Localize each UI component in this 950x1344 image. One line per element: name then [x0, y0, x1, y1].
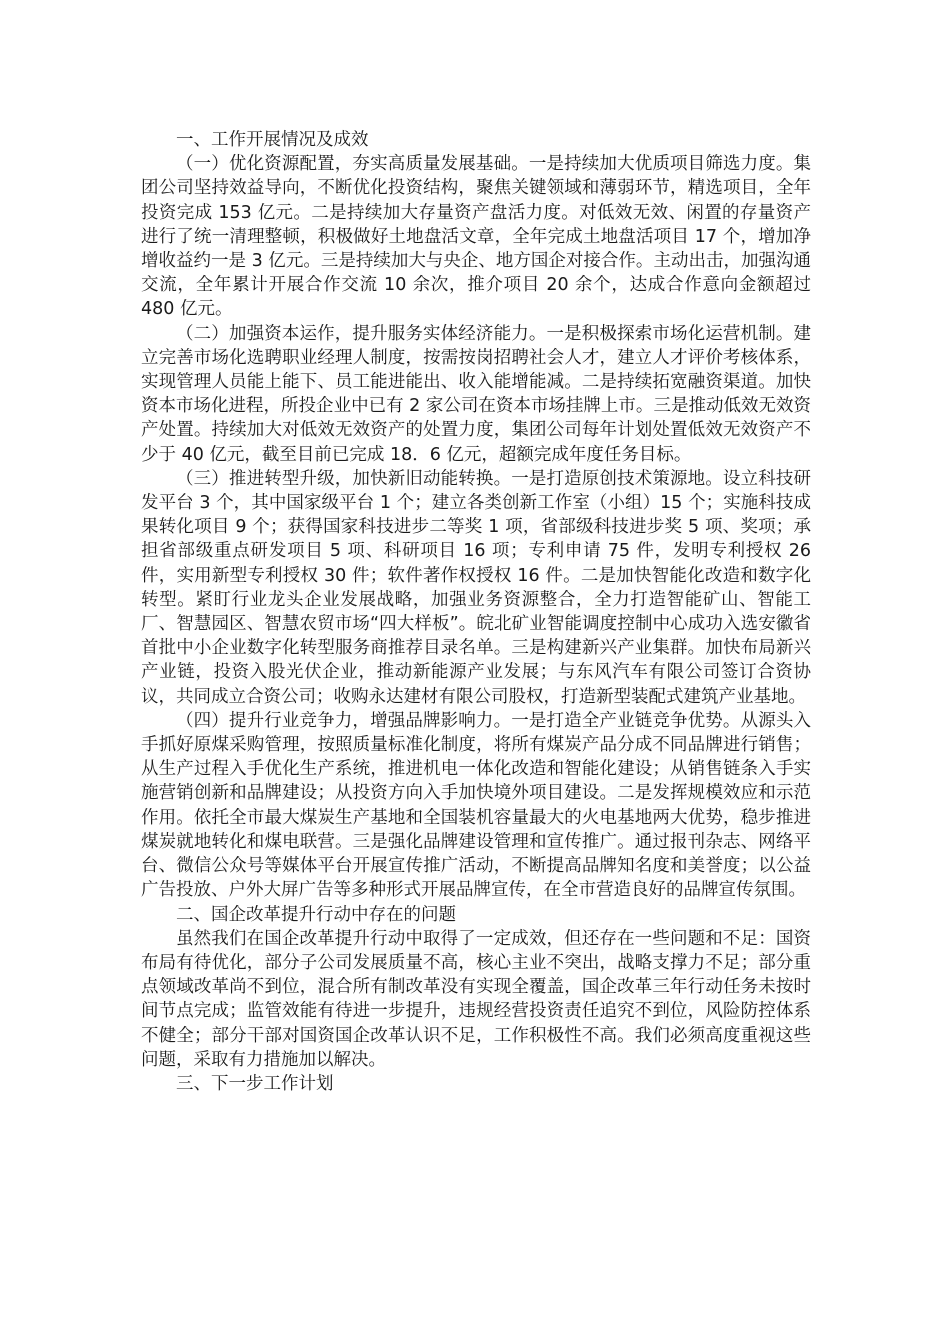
paragraph-1: （一）优化资源配置，夯实高质量发展基础。一是持续加大优质项目筛选力度。集团公司坚持效益导向，不断优化投资结构，聚焦关键领域和薄弱环节，精选项目，全年投资完成 153 亿元。二是持续加大存量资产盘活力度。对低效无效、闲置的存量资产进行了统一清理整顿，积极做好土地盘活文章，全年完成土地盘活项目 17 个，增加净增收益约一是 3 亿元。三是持续加大与央企、地方国企对接合作。主动出击，加强沟通交流，全年累计开展合作交流 10 余次，推介项目 20 余个，达成合作意向金额超过 480 亿元。 [141, 154, 811, 320]
section-heading-3: 三、下一步工作计划 [176, 1073, 334, 1094]
section-heading-1: 一、工作开展情况及成效 [176, 130, 369, 150]
paragraph-5: 虽然我们在国企改革提升行动中取得了一定成效，但还存在一些问题和不足：国资布局有待优化，部分子公司发展质量不高，核心主业不突出，战略支撑力不足；部分重点领域改革尚不到位，混合所有制改革没有实现全覆盖，国企改革三年行动任务未按时间节点完成；监管效能有待进一步提升，违规经营投资责任追究不到位，风险防控体系不健全；部分干部对国资国企改革认识不足，工作积极性不高。我们必须高度重视这些问题，采取有力措施加以解决。 [141, 928, 811, 1070]
document-page [141, 128, 811, 1096]
section-heading-2: 二、国企改革提升行动中存在的问题 [176, 904, 456, 925]
paragraph-4: （四）提升行业竞争力，增强品牌影响力。一是打造全产业链竞争优势。从源头入手抓好原煤采购管理，按照质量标准化制度，将所有煤炭产品分成不同品牌进行销售；从生产过程入手优化生产系统，推进机电一体化改造和智能化建设；从销售链条入手实施营销创新和品牌建设；从投资方向入手加快境外项目建设。二是发挥规模效应和示范作用。依托全市最大煤炭生产基地和全国装机容量最大的火电基地两大优势，稳步推进煤炭就地转化和煤电联营。三是强化品牌建设管理和宣传推广。通过报刊杂志、网络平台、微信公众号等媒体平台开展宣传推广活动，不断提高品牌知名度和美誉度；以公益广告投放、户外大屏广告等多种形式开展品牌宣传，在全市营造良好的品牌宣传氛围。 [141, 710, 811, 901]
paragraph-2: （二）加强资本运作，提升服务实体经济能力。一是积极探索市场化运营机制。建立完善市场化选聘职业经理人制度，按需按岗招聘社会人才，建立人才评价考核体系，实现管理人员能上能下、员工能进能出、收入能增能减。二是持续拓宽融资渠道。加快资本市场化进程，所投企业中已有 2 家公司在资本市场挂牌上市。三是推动低效无效资产处置。持续加大对低效无效资产的处置力度，集团公司每年计划处置低效无效资产不少于 40 亿元，截至目前已完成 18．6 亿元，超额完成年度任务目标。 [141, 323, 811, 465]
paragraph-3: （三）推进转型升级，加快新旧动能转换。一是打造原创技术策源地。设立科技研发平台 3 个，其中国家级平台 1 个；建立各类创新工作室（小组）15 个；实施科技成果转化项目 9 个；获得国家科技进步二等奖 1 项，省部级科技进步奖 5 项、奖项；承担省部级重点研发项目 5 项、科研项目 16 项；专利申请 75 件，发明专利授权 26 件，实用新型专利授权 30 件；软件著作权授权 16 件。二是加快智能化改造和数字化转型。紧盯行业龙头企业发展战略，加强业务资源整合，全力打造智能矿山、智能工厂、智慧园区、智慧农贸市场“四大样板”。皖北矿业智能调度控制中心成功入选安徽省首批中小企业数字化转型服务商推荐目录名单。三是构建新兴产业集群。加快布局新兴产业链，投资入股光伏企业，推动新能源产业发展；与东风汽车有限公司签订合资协议，共同成立合资公司；收购永达建材有限公司股权，打造新型装配式建筑产业基地。 [141, 468, 811, 707]
